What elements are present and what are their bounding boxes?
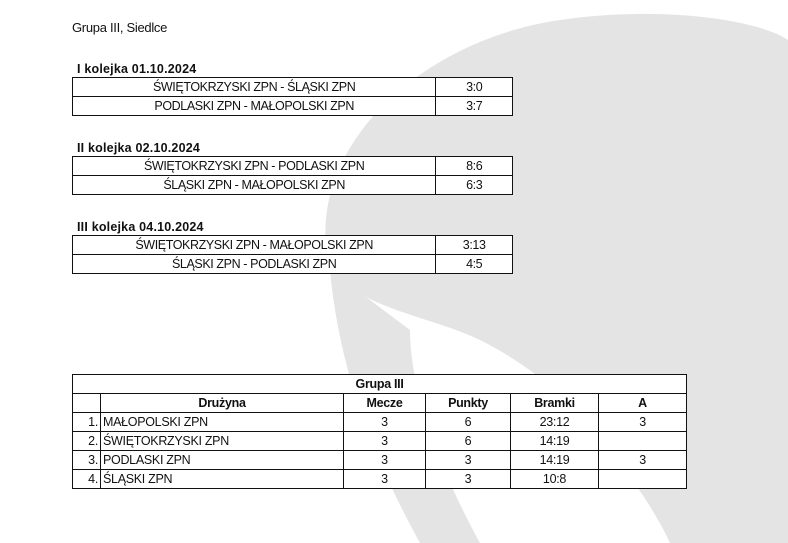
row-a — [599, 470, 687, 489]
header-team: Drużyna — [101, 394, 344, 413]
match-row — [73, 78, 513, 97]
match-teams: PODLASKI ZPN - MAŁOPOLSKI ZPN — [73, 97, 436, 116]
row-team: ŚLĄSKI ZPN — [101, 470, 344, 489]
row-team: PODLASKI ZPN — [101, 451, 344, 470]
standings-section — [72, 374, 686, 489]
round-title: III kolejka 04.10.2024 — [77, 220, 204, 234]
row-matches: 3 — [344, 432, 426, 451]
row-a — [599, 432, 687, 451]
row-position: 3. — [73, 451, 101, 470]
row-points: 6 — [426, 432, 511, 451]
row-goals: 14:19 — [511, 432, 599, 451]
match-row — [73, 255, 513, 274]
row-a: 3 — [599, 451, 687, 470]
match-teams: ŚLĄSKI ZPN - MAŁOPOLSKI ZPN — [73, 176, 436, 195]
match-score: 4:5 — [436, 255, 513, 274]
row-matches: 3 — [344, 413, 426, 432]
header-a: A — [599, 394, 687, 413]
match-score: 3:7 — [436, 97, 513, 116]
row-goals: 14:19 — [511, 451, 599, 470]
round-2 — [72, 141, 513, 195]
group-title: Grupa III, Siedlce — [72, 20, 168, 35]
match-score: 3:0 — [436, 78, 513, 97]
match-row — [73, 236, 513, 255]
round-title: II kolejka 02.10.2024 — [77, 141, 201, 155]
row-position: 1. — [73, 413, 101, 432]
round-3 — [72, 220, 513, 274]
match-row — [73, 176, 513, 195]
row-team: MAŁOPOLSKI ZPN — [101, 413, 344, 432]
row-matches: 3 — [344, 470, 426, 489]
round-title: I kolejka 01.10.2024 — [77, 62, 197, 76]
standings-title-row — [73, 375, 687, 394]
table-row — [73, 432, 687, 451]
row-goals: 10:8 — [511, 470, 599, 489]
row-position: 4. — [73, 470, 101, 489]
row-a: 3 — [599, 413, 687, 432]
row-goals: 23:12 — [511, 413, 599, 432]
match-teams: ŚLĄSKI ZPN - PODLASKI ZPN — [73, 255, 436, 274]
round-results-table — [72, 156, 513, 195]
match-score: 8:6 — [436, 157, 513, 176]
row-matches: 3 — [344, 451, 426, 470]
match-teams: ŚWIĘTOKRZYSKI ZPN - PODLASKI ZPN — [73, 157, 436, 176]
row-position: 2. — [73, 432, 101, 451]
match-row — [73, 157, 513, 176]
standings-table — [72, 374, 687, 489]
header-points: Punkty — [426, 394, 511, 413]
header-matches: Mecze — [344, 394, 426, 413]
table-row — [73, 470, 687, 489]
standings-title: Grupa III — [73, 375, 687, 394]
match-teams: ŚWIĘTOKRZYSKI ZPN - MAŁOPOLSKI ZPN — [73, 236, 436, 255]
round-results-table — [72, 235, 513, 274]
match-score: 6:3 — [436, 176, 513, 195]
row-points: 3 — [426, 470, 511, 489]
row-points: 3 — [426, 451, 511, 470]
match-teams: ŚWIĘTOKRZYSKI ZPN - ŚLĄSKI ZPN — [73, 78, 436, 97]
table-row — [73, 413, 687, 432]
standings-header-row — [73, 394, 687, 413]
match-row — [73, 97, 513, 116]
round-results-table — [72, 77, 513, 116]
round-1 — [72, 62, 513, 116]
table-row — [73, 451, 687, 470]
row-points: 6 — [426, 413, 511, 432]
match-score: 3:13 — [436, 236, 513, 255]
header-goals: Bramki — [511, 394, 599, 413]
row-team: ŚWIĘTOKRZYSKI ZPN — [101, 432, 344, 451]
header-position — [73, 394, 101, 413]
